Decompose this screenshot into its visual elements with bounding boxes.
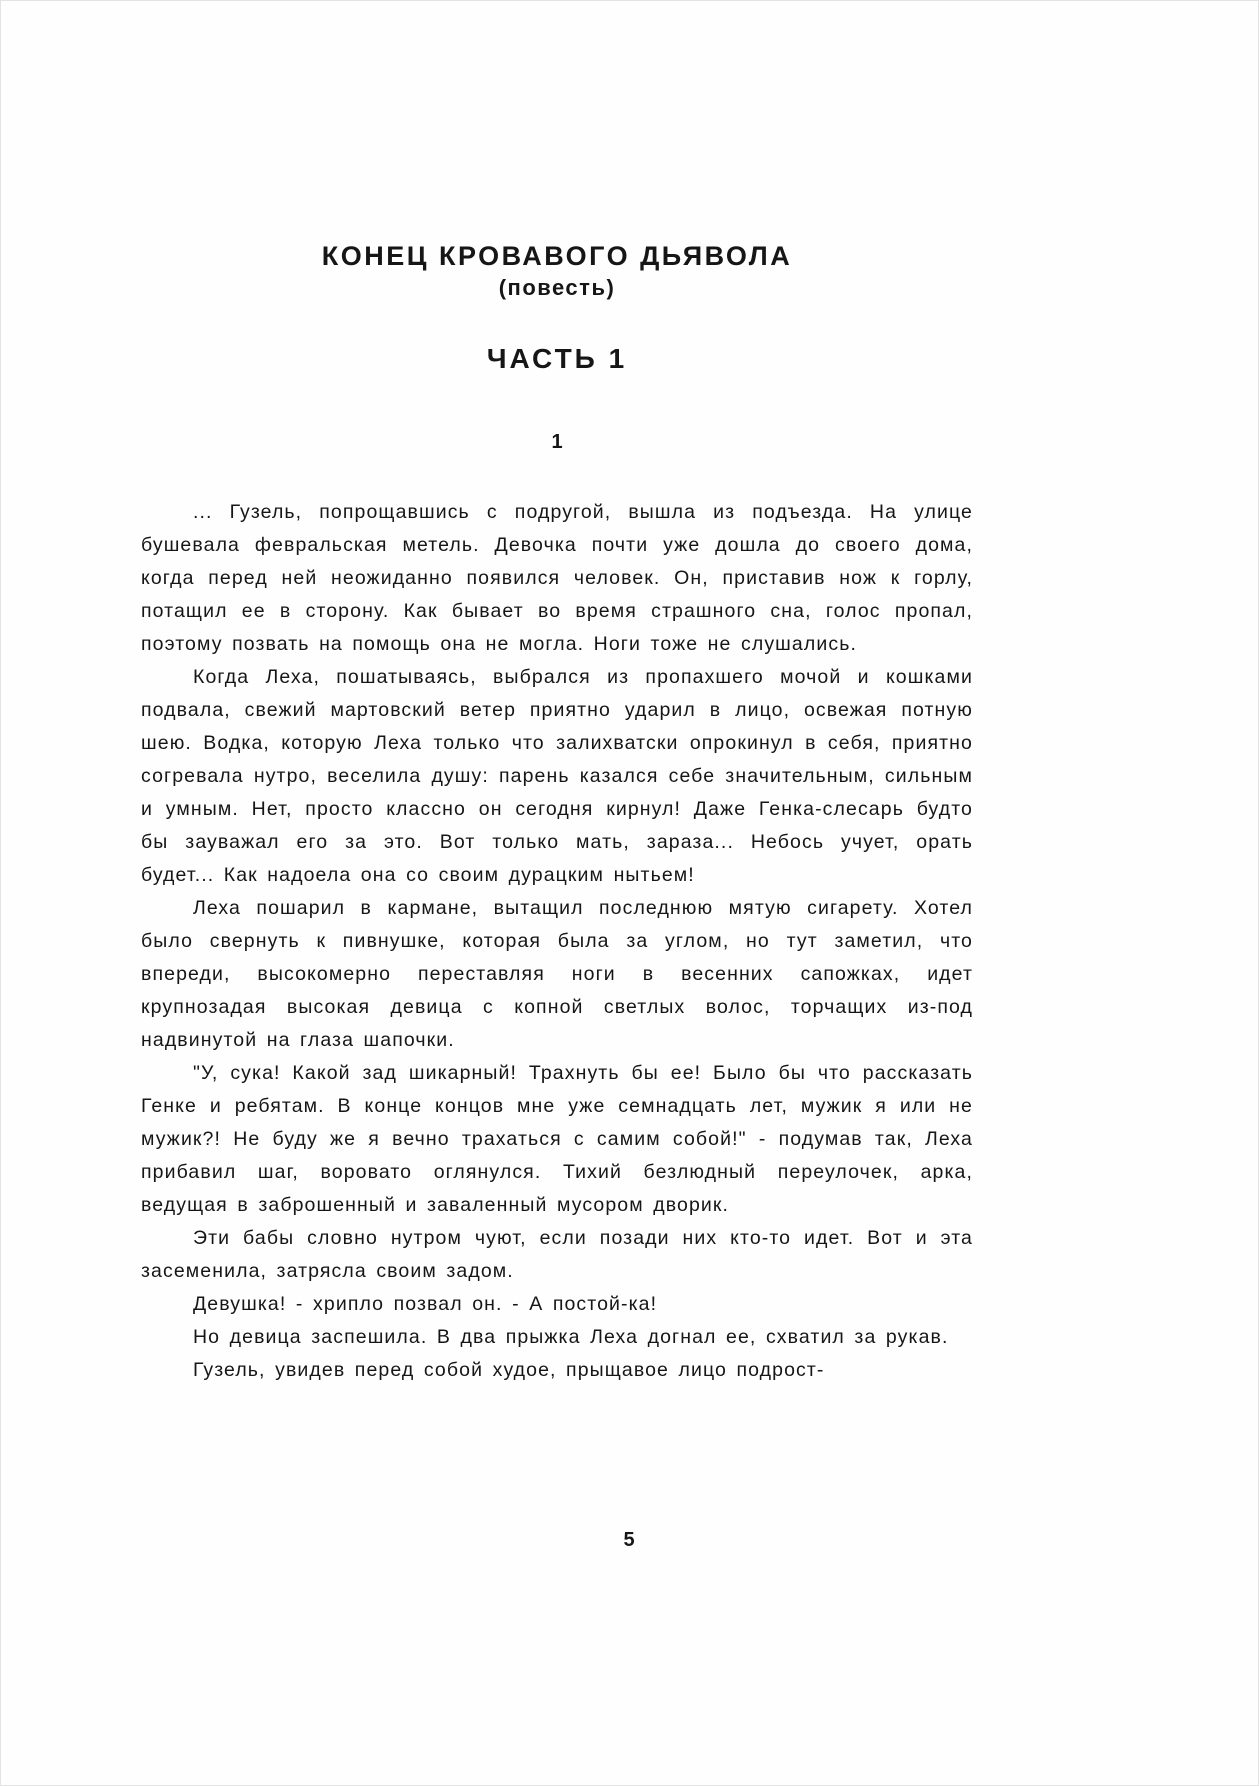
page-content <box>141 241 973 1387</box>
paragraph: "У, сука! Какой зад шикарный! Трахнуть бы ее! Было бы что рассказать Генке и ребятам. В конце концов мне уже семнадцать лет, мужик я или не мужик?! Не буду же я вечно трахаться с самим собой!" - подумав так, Леха прибавил шаг, воровато оглянулся. Тихий безлюдный переулочек, арка, ведущая в заброшенный и заваленный мусором дворик. <box>141 1062 973 1216</box>
page-number: 5 <box>623 1529 636 1551</box>
paragraph: Но девица заспешила. В два прыжка Леха догнал ее, схватил за рукав. <box>193 1326 949 1348</box>
paragraph: Эти бабы словно нутром чуют, если позади них кто-то идет. Вот и эта засеменила, затрясла своим задом. <box>141 1227 973 1282</box>
book-title: КОНЕЦ КРОВАВОГО ДЬЯВОЛА <box>321 241 793 271</box>
paragraph: Леха пошарил в кармане, вытащил последнюю мятую сигарету. Хотел было свернуть к пивнушке, которая была за углом, но тут заметил, что впереди, высокомерно переставляя ноги в весенних сапожках, идет крупнозадая высокая девица с копной светлых волос, торчащих из-под надвинутой на глаза шапочки. <box>141 897 973 1051</box>
chapter-number: 1 <box>551 431 563 453</box>
paragraphs <box>141 496 973 1387</box>
paragraph: ... Гузель, попрощавшись с подругой, вышла из подъезда. На улице бушевала февральская метель. Девочка почти уже дошла до своего дома, когда перед ней неожиданно появился человек. Он, приставив нож к горлу, потащил ее в сторону. Как бывает во время страшного сна, голос пропал, поэтому позвать на помощь она не могла. Ноги тоже не слушались. <box>141 501 973 655</box>
paragraph: Гузель, увидев перед собой худое, прыщавое лицо подрост- <box>193 1359 825 1381</box>
heading-block <box>141 241 973 301</box>
paragraph: Когда Леха, пошатываясь, выбрался из пропахшего мочой и кошками подвала, свежий мартовский ветер приятно ударил в лицо, освежая потную шею. Водка, которую Леха только что залихватски опрокинул в себя, приятно согревала нутро, веселила душу: парень казался себе значительным, сильным и умным. Нет, просто классно он сегодня кирнул! Даже Генка-слесарь будто бы зауважал его за это. Вот только мать, зараза... Небось учует, орать будет... Как надоела она со своим дурацким нытьем! <box>141 666 973 886</box>
book-subtitle: (повесть) <box>498 275 616 300</box>
paragraph: Девушка! - хрипло позвал он. - А постой-ка! <box>193 1293 658 1315</box>
part-heading: ЧАСТЬ 1 <box>486 343 628 374</box>
